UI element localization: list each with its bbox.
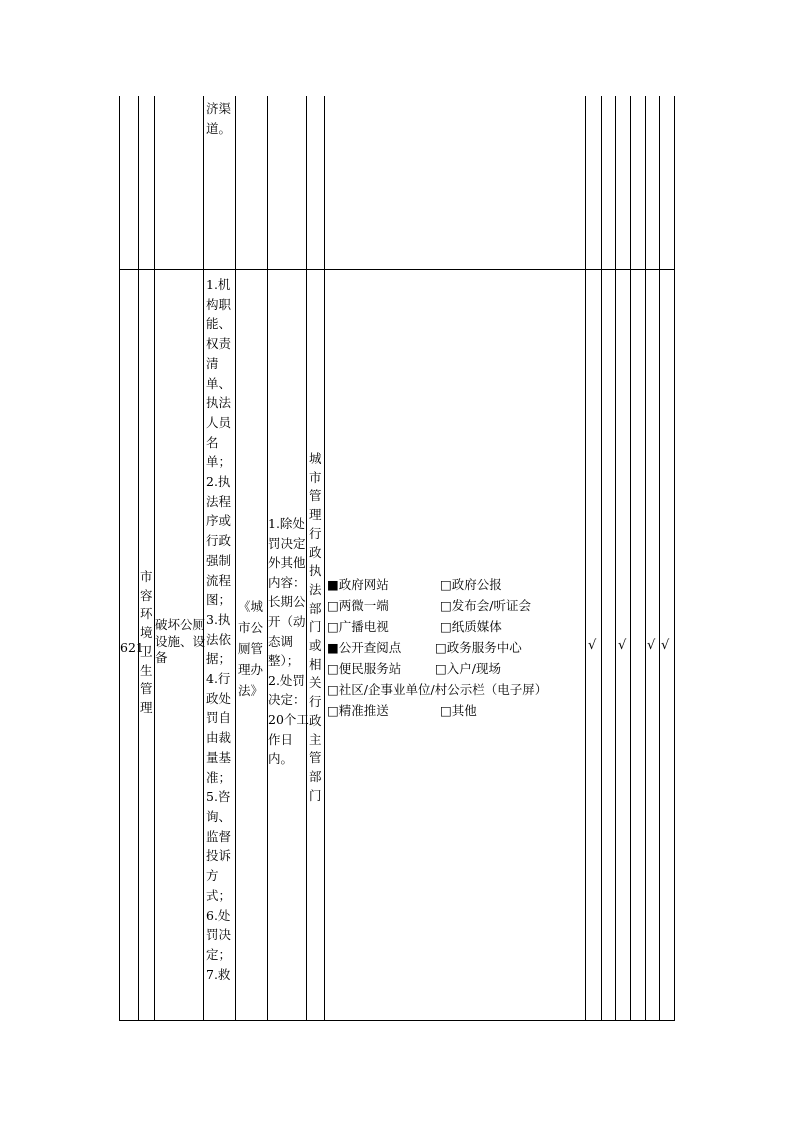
- check-mark: √: [618, 638, 627, 653]
- channel-right: □纸质媒体: [440, 619, 502, 634]
- column-divider: [203, 96, 204, 1021]
- row-index: 621: [120, 640, 144, 655]
- column-divider: [615, 96, 616, 1021]
- subject-cell: 城 市 管 理 行 政 执 法 部 门 或 相 关 行 政 主 管 部 门: [309, 451, 322, 803]
- column-divider: [585, 96, 586, 1021]
- channel-left: □精准推送: [327, 703, 389, 718]
- channel-left: □两微一端: [327, 598, 389, 613]
- channel-right: □政务服务中心: [435, 640, 522, 655]
- channel-right: □政府公报: [440, 577, 502, 592]
- check-mark: √: [661, 638, 670, 653]
- channel-right: □其他: [440, 703, 477, 718]
- channel-left: □社区/企事业单位/村公示栏（电子屏）: [327, 682, 548, 697]
- column-divider: [645, 96, 646, 1021]
- basis-cell: 《城 市公 厕管 理办 法》: [238, 599, 264, 698]
- item-cell: 破坏公厕 设施、设 备: [155, 617, 206, 665]
- category-cell: 市 容 环 境 卫 生 管 理: [140, 569, 153, 715]
- channel-left: □便民服务站: [327, 661, 402, 676]
- channel-left: ■公开查阅点: [327, 640, 402, 655]
- row-divider: [119, 269, 675, 270]
- column-divider: [324, 96, 325, 1021]
- channel-left: ■政府网站: [327, 577, 389, 592]
- table-border-left: [119, 96, 120, 1021]
- content-cell: 1.机 构职 能、 权责 清 单、 执法 人员 名 单； 2.执 法程 序或 行政 强制 流程 图； 3.执 法依 据； 4.行 政处 罚自 由裁 量基 准； 5.咨 询、 监督 投诉 方 式； 6.处 罚决 定； 7.救: [206, 277, 232, 982]
- check-mark: √: [647, 638, 656, 653]
- prev-row-content-tail: 济渠 道。: [206, 101, 232, 136]
- table-border-right: [674, 96, 675, 1021]
- column-divider: [659, 96, 660, 1021]
- column-divider: [601, 96, 602, 1021]
- time-limit-cell: 1.除处 罚决定 外其他 内容： 长期公 开（动 态调 整）； 2.处罚 决定： 20个工 作日 内。: [268, 516, 309, 767]
- column-divider: [138, 96, 139, 1021]
- column-divider: [630, 96, 631, 1021]
- channel-right: □入户/现场: [435, 661, 502, 676]
- table-border-bottom: [119, 1020, 675, 1021]
- check-mark: √: [588, 638, 597, 653]
- column-divider: [154, 96, 155, 1021]
- channel-left: □广播电视: [327, 619, 389, 634]
- column-divider: [235, 96, 236, 1021]
- channel-right: □发布会/听证会: [440, 598, 532, 613]
